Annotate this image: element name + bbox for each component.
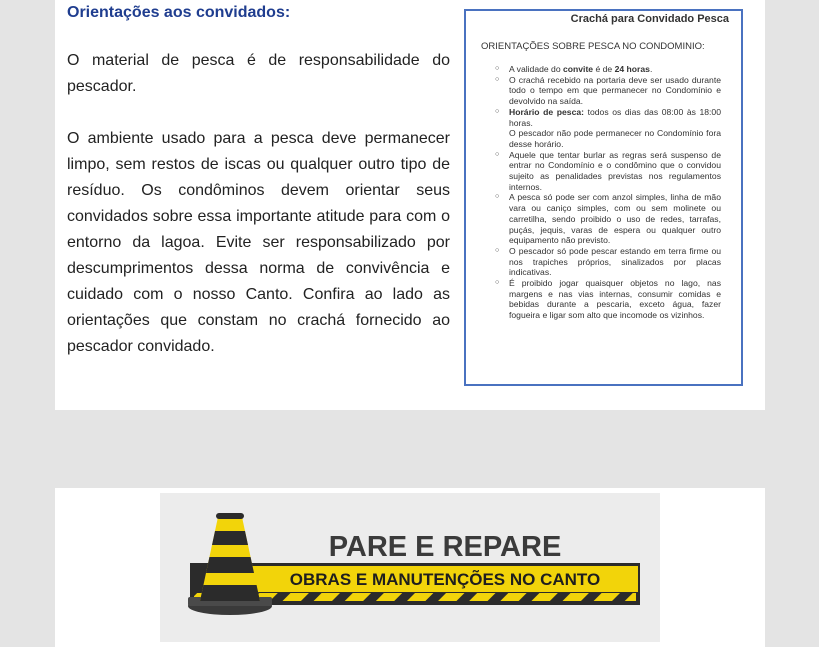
badge-rules-list [492, 64, 721, 321]
bullet-circle-icon: ○ [495, 246, 500, 254]
bullet-circle-icon: ○ [495, 75, 500, 83]
guidelines-text [67, 48, 450, 386]
pare-e-repare-banner [160, 493, 660, 642]
banner-title: PARE E REPARE [328, 531, 562, 563]
badge-rule: ○ A pesca só pode ser com anzol simples, linha de mão vara ou caniço simples, com ou sem molinete ou carretilha, sendo proibido o uso de redes, tarrafas, puçás, jequis, varas de espera ou qualquer outro equipamento não previsto. [495, 192, 721, 246]
bullet-circle-icon: ○ [495, 65, 500, 72]
badge-title: Crachá para Convidado Pesca [570, 13, 729, 25]
badge-subtitle: ORIENTAÇÕES SOBRE PESCA NO CONDOMINIO: [481, 41, 705, 52]
guest-guidelines-card [55, 0, 765, 410]
maintenance-banner-card [55, 488, 765, 647]
bullet-circle-icon: ○ [495, 150, 500, 158]
bullet-circle-icon: ○ [495, 279, 500, 287]
badge-rule: ○ É proibido jogar quaisquer objetos no lago, nas margens e nas vias internas, consumir comidas e bebidas durante a pescaria, exceto água, fazer fogueira e ligar som alto que incomode os vizinhos. [495, 278, 721, 321]
bullet-circle-icon: ○ [495, 193, 500, 201]
banner-graphic [160, 493, 660, 642]
guest-badge-image [464, 9, 743, 386]
banner-subtitle: OBRAS E MANUTENÇÕES NO CANTO [289, 570, 601, 589]
paragraph-equipment: O material de pesca é de responsabilidade do pescador. [67, 52, 450, 95]
badge-rule: O pescador não pode permanecer no Condomínio fora desse horário. [509, 128, 721, 149]
badge-rule: ○ Aquele que tentar burlar as regras será suspenso de entrar no Condomínio e o condômino que o convidou sujeito as penalidades previstas nos regulamentos internos. [495, 149, 721, 192]
badge-rule: ○ O crachá recebido na portaria deve ser usado durante todo o tempo em que permanecer no Condomínio e devolvido na saída. [495, 74, 721, 107]
paragraph-environment: O ambiente usado para a pesca deve permanecer limpo, sem restos de iscas ou qualquer outro tipo de resíduo. Os condôminos devem orientar seus convidados sobre essa importante atitude para com o entorno da lagoa. Evite ser responsabilizado por descumprimentos dessa norma de convivência e cuidado com o nosso Canto. Confira ao lado as orientações que constam no crachá fornecido ao pescador convidado. [67, 130, 450, 355]
badge-rule: ○ A validade do convite é de 24 horas. [495, 64, 653, 74]
section-heading: Orientações aos convidados: [67, 4, 291, 21]
badge-rule: ○ O pescador só pode pescar estando em terra firme ou nos trapiches próprios, sinalizados por placas indicativas. [495, 245, 721, 278]
bullet-circle-icon: ○ [495, 107, 500, 115]
badge-rule: ○ Horário de pesca: todos os dias das 08:00 às 18:00 horas. [495, 106, 721, 128]
